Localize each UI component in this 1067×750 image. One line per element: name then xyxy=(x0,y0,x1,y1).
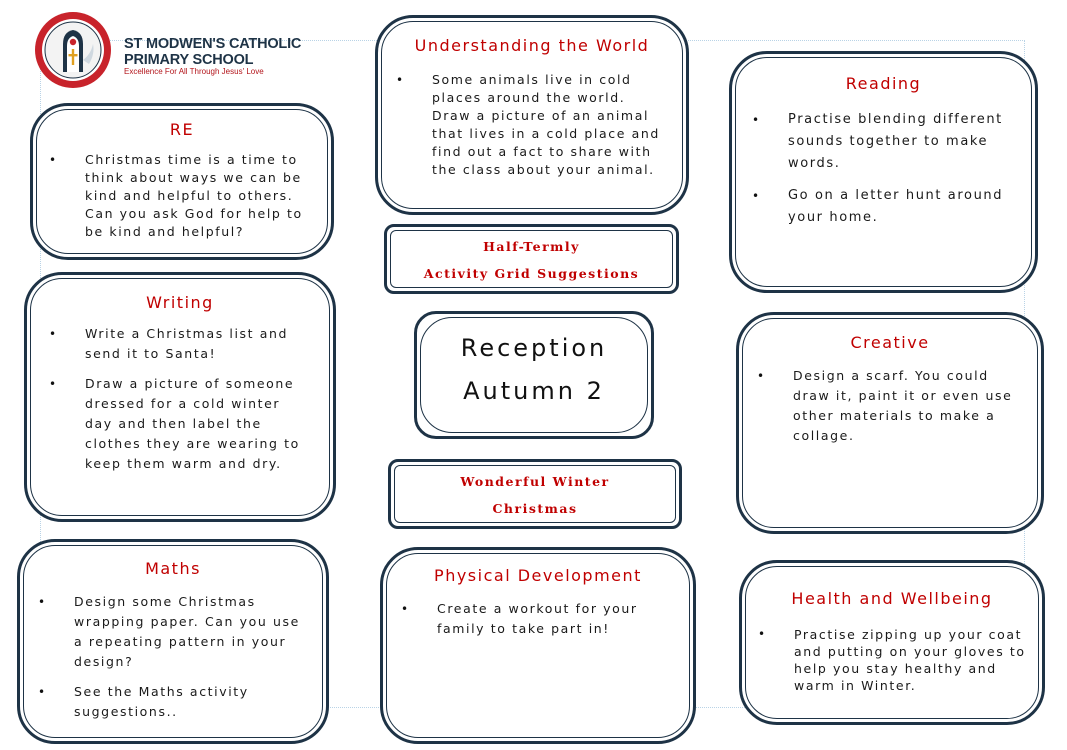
physical-item-1: • Create a workout for your family to take part in! xyxy=(437,599,657,639)
topic-line2: Christmas xyxy=(492,501,578,516)
school-crest-logo xyxy=(33,10,113,90)
creative-card xyxy=(736,312,1044,534)
re-title: RE xyxy=(169,120,195,139)
understanding-title: Understanding the World xyxy=(414,36,650,55)
physical-title: Physical Development xyxy=(434,566,642,585)
topic-banner xyxy=(388,459,682,529)
half-termly-line1: Half-Termly xyxy=(483,239,580,254)
reading-title: Reading xyxy=(845,74,922,93)
writing-title: Writing xyxy=(146,293,214,312)
class-term-card xyxy=(414,311,654,439)
school-tagline: Excellence For All Through Jesus' Love xyxy=(124,67,264,76)
physical-card xyxy=(380,547,696,744)
reading-list xyxy=(788,109,1017,229)
understanding-card xyxy=(375,15,689,215)
maths-item-2: • See the Maths activity suggestions.. xyxy=(74,682,304,722)
topic-line1: Wonderful Winter xyxy=(460,474,610,489)
re-item-1: • Christmas time is a time to think about ways we can be kind and helpful to others. Can you ask God for help to be kind and helpful? xyxy=(85,151,313,241)
reading-card xyxy=(729,51,1038,293)
creative-list xyxy=(793,366,1023,446)
health-card xyxy=(739,560,1045,725)
creative-title: Creative xyxy=(850,333,930,352)
writing-list xyxy=(85,324,309,474)
maths-list xyxy=(74,592,304,722)
reading-item-1: • Practise blending different sounds together to make words. xyxy=(788,109,1017,175)
re-card xyxy=(30,103,334,260)
class-name: Reception xyxy=(460,334,608,362)
half-termly-banner xyxy=(384,224,679,294)
maths-item-1: • Design some Christmas wrapping paper. Can you use a repeating pattern in your design? xyxy=(74,592,304,672)
health-item-1: • Practise zipping up your coat and putting on your gloves to help you stay healthy and warm in Winter. xyxy=(794,626,1026,694)
health-title: Health and Wellbeing xyxy=(791,589,993,608)
maths-card xyxy=(17,539,329,744)
school-name-line2: PRIMARY SCHOOL xyxy=(124,52,254,68)
term-name: Autumn 2 xyxy=(463,377,605,405)
half-termly-line2: Activity Grid Suggestions xyxy=(423,266,640,281)
school-name-line1: ST MODWEN'S CATHOLIC xyxy=(124,36,302,52)
maths-title: Maths xyxy=(145,559,201,578)
creative-item-1: • Design a scarf. You could draw it, paint it or even use other materials to make a collage. xyxy=(793,366,1023,446)
health-list xyxy=(794,626,1026,694)
reading-item-2: • Go on a letter hunt around your home. xyxy=(788,185,1017,229)
understanding-list xyxy=(432,71,664,179)
physical-list xyxy=(437,599,657,639)
writing-item-2: • Draw a picture of someone dressed for a cold winter day and then label the clothes they are wearing to keep them warm and dry. xyxy=(85,374,309,474)
understanding-item-1: • Some animals live in cold places around the world. Draw a picture of an animal that lives in a cold place and find out a fact to share with the class about your animal. xyxy=(432,71,664,179)
writing-card xyxy=(24,272,336,522)
re-list xyxy=(85,151,313,241)
writing-item-1: • Write a Christmas list and send it to Santa! xyxy=(85,324,309,364)
school-name xyxy=(124,36,301,68)
